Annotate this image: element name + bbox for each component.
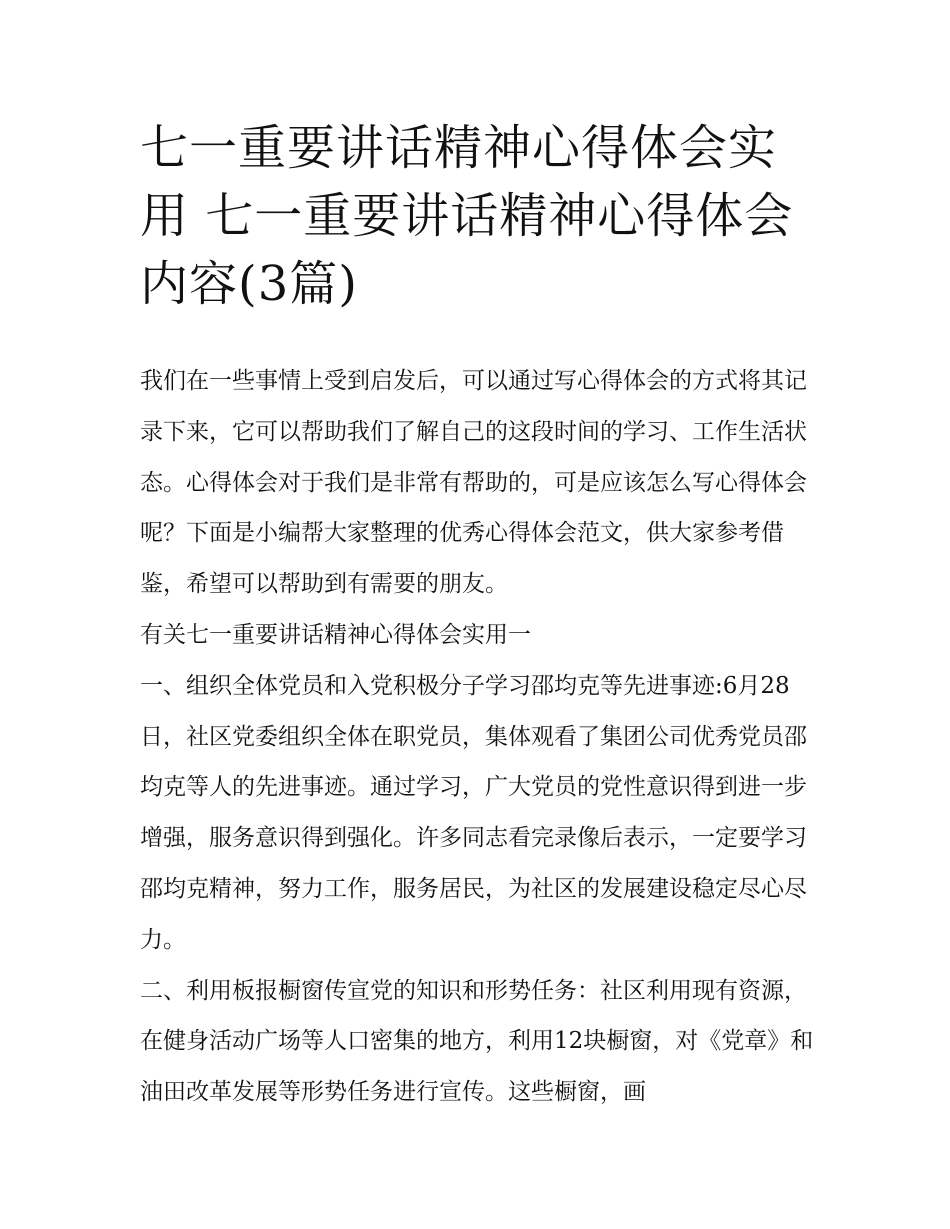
body-paragraph: 一、组织全体党员和入党积极分子学习邵均克等先进事迹:6月28日，社区党委组织全体在职党员，集体观看了集团公司优秀党员邵均克等人的先进事迹。通过学习，广大党员的党性意识得到进一步增强，服务意识得到强化。许多同志看完录像后表示，一定要学习邵均克精神，努力工作，服务居民，为社区的发展建设稳定尽心尽力。: [140, 672, 807, 953]
document-title: 七一重要讲话精神心得体会实用 七一重要讲话精神心得体会内容(3篇): [140, 120, 794, 312]
intro-paragraph: 我们在一些事情上受到启发后，可以通过写心得体会的方式将其记录下来，它可以帮助我们了解自己的这段时间的学习、工作生活状态。心得体会对于我们是非常有帮助的，可是应该怎么写心得体会呢？下面是小编帮大家整理的优秀心得体会范文，供大家参考借鉴，希望可以帮助到有需要的朋友。: [140, 368, 807, 598]
section-heading: 有关七一重要讲话精神心得体会实用一: [140, 621, 531, 648]
document-body: [140, 356, 816, 1118]
body-paragraph: 二、利用板报橱窗传宣党的知识和形势任务：社区利用现有资源，在健身活动广场等人口密集的地方，利用12块橱窗，对《党章》和油田改革发展等形势任务进行宣传。这些橱窗，画: [140, 977, 814, 1106]
